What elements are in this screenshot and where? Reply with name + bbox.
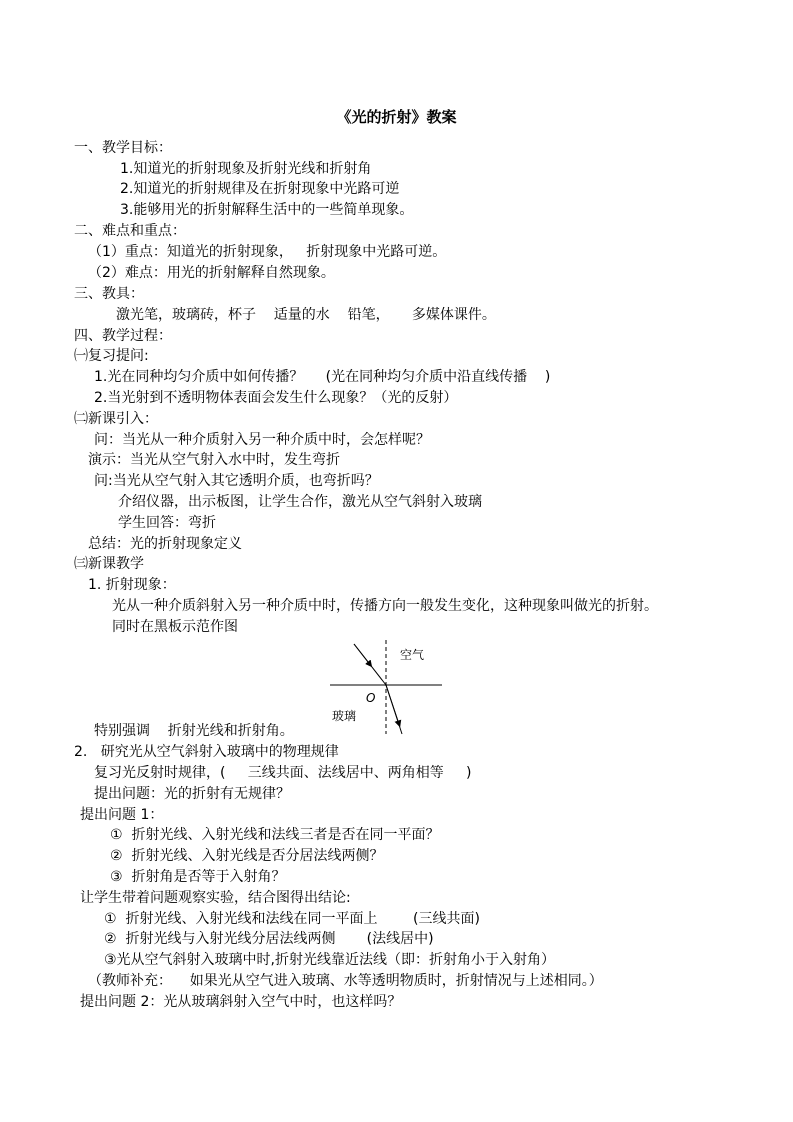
review-question-1: 1.光在同种均匀介质中如何传播？ (光在同种均匀介质中沿直线传播 ) [94,369,551,385]
question-1-item-2: ② 折射光线、入射光线是否分居法线两侧？ [110,848,384,864]
subsection-review: ㈠复习提问: [74,348,149,364]
label-glass: 玻璃 [332,709,357,723]
question-2: 提出问题 2：光从玻璃斜射入空气中时，也这样吗？ [80,994,402,1010]
label-origin: O [366,691,376,705]
refracted-ray-arrow [386,685,399,724]
intro-summary: 总结：光的折射现象定义 [88,536,242,552]
study-heading: 2. 研究光从空气斜射入玻璃中的物理规律 [74,744,339,760]
observation-instruction: 让学生带着问题观察实验，结合图得出结论: [80,890,351,906]
section-heading-tools: 三、教具： [74,286,144,302]
page-title: 《光的折射》教案 [336,108,457,126]
goal-item-1: 1.知道光的折射现象及折射光线和折射角 [120,161,372,177]
section-heading-goals: 一、教学目标： [74,140,172,156]
conclusion-2: ② 折射光线与入射光线分居法线两侧 (法线居中) [104,931,434,947]
question-1-item-3: ③ 折射角是否等于入射角？ [110,869,286,885]
teacher-supplement: （教师补充： 如果光从空气进入玻璃、水等透明物质时，折射情况与上述相同。） [88,973,603,989]
goal-item-2: 2.知道光的折射规律及在折射现象中光路可逆 [120,181,400,197]
key-point-1: （1）重点：知道光的折射现象， 折射现象中光路可逆。 [88,244,447,260]
intro-answer: 学生回答：弯折 [118,515,216,531]
refraction-diagram [322,636,452,740]
question-1-heading: 提出问题 1： [80,807,164,823]
review-question-2: 2.当光射到不透明物体表面会发生什么现象？（光的反射） [94,390,458,406]
label-air: 空气 [400,648,425,662]
incident-ray-arrow [354,644,370,665]
conclusion-1: ① 折射光线、入射光线和法线在同一平面上 (三线共面) [104,911,480,927]
section-heading-key-points: 二、难点和重点： [74,223,186,239]
tools-list: 激光笔，玻璃砖，杯子 适量的水 铅笔， 多媒体课件。 [116,307,496,323]
refraction-heading: 1. 折射现象： [88,577,176,593]
question-rule: 提出问题：光的折射有无规律？ [94,786,290,802]
blackboard-note: 同时在黑板示范作图 [112,619,238,635]
intro-question-2: 问:当光从空气射入其它透明介质，也弯折吗？ [94,473,379,489]
question-1-item-1: ① 折射光线、入射光线和法线三者是否在同一平面？ [110,827,440,843]
goal-item-3: 3.能够用光的折射解释生活中的一些简单现象。 [120,202,414,218]
refraction-definition: 光从一种介质斜射入另一种介质中时，传播方向一般发生变化，这种现象叫做光的折射。 [112,598,658,614]
subsection-intro: ㈡新课引入： [74,411,158,427]
intro-demo: 演示：当光从空气射入水中时，发生弯折 [88,452,340,468]
key-point-2: （2）难点：用光的折射解释自然现象。 [88,265,335,281]
intro-question: 问：当光从一种介质射入另一种介质中时，会怎样呢？ [94,432,430,448]
intro-instrument: 介绍仪器，出示板图，让学生合作，激光从空气斜射入玻璃 [118,494,482,510]
section-heading-process: 四、教学过程： [74,328,172,344]
subsection-new-lesson: ㈢新课教学 [74,556,144,572]
conclusion-3: ③光从空气斜射入玻璃中时,折射光线靠近法线（即：折射角小于入射角） [104,952,555,968]
emphasis-note: 特别强调 折射光线和折射角。 [94,723,294,739]
reflection-review: 复习光反射时规律，( 三线共面、法线居中、两角相等 ) [94,765,472,781]
